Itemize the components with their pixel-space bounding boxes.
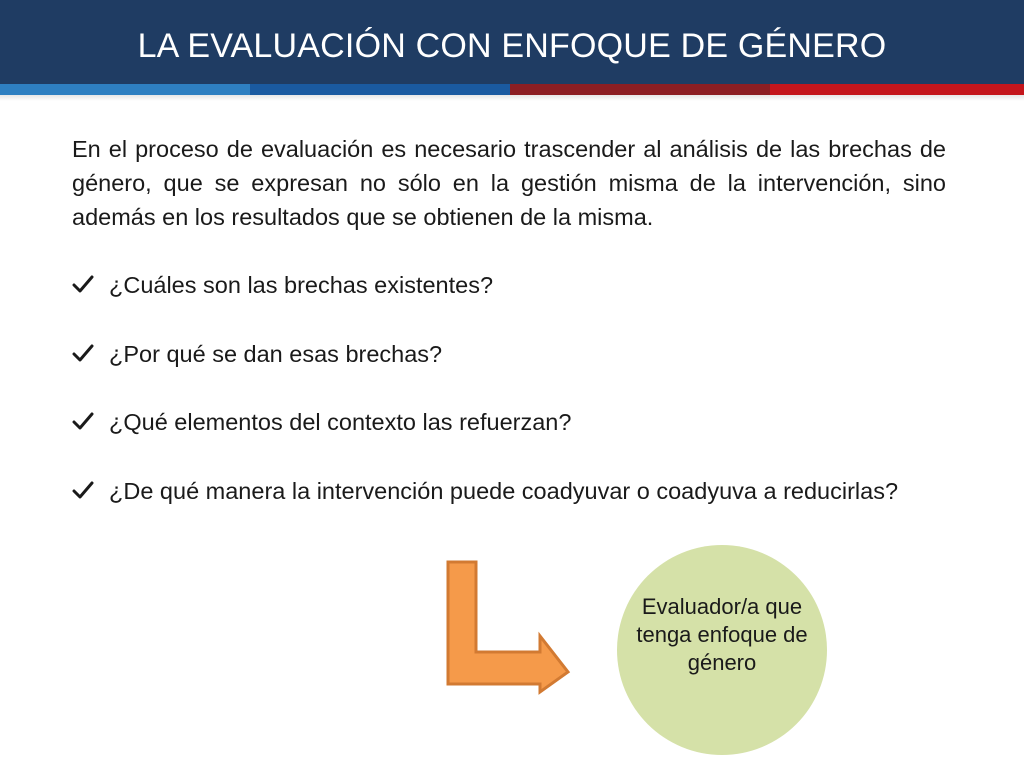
check-icon	[72, 274, 94, 294]
checklist-item	[72, 405, 946, 439]
intro-paragraph: En el proceso de evaluación es necesario trascender al análisis de las brechas de género, que se expresan no sólo en la gestión misma de la intervención, sino además en los resultados que se obtienen de la misma.	[72, 136, 946, 230]
checklist-item-text: ¿Cuáles son las brechas existentes?	[109, 272, 494, 298]
stripe-segment-blue	[250, 84, 510, 95]
check-icon	[72, 411, 94, 431]
stripe-segment-light-blue	[0, 84, 250, 95]
check-icon	[72, 343, 94, 363]
checklist-item-text: ¿Qué elementos del contexto las refuerzan?	[109, 409, 572, 435]
checklist-item-text: ¿Por qué se dan esas brechas?	[109, 341, 443, 367]
stripe-segment-red	[770, 84, 1024, 95]
stripe-shadow	[0, 95, 1024, 101]
checklist-item	[72, 474, 946, 508]
checklist-item	[72, 268, 946, 302]
checklist-item	[72, 337, 946, 371]
bent-arrow-icon	[440, 556, 576, 704]
evaluator-circle-label: Evaluador/a que tenga enfoque de género	[636, 594, 808, 675]
slide-title: LA EVALUACIÓN CON ENFOQUE DE GÉNERO	[137, 27, 887, 65]
check-icon	[72, 480, 94, 500]
checklist-item-text: ¿De qué manera la intervención puede coadyuvar o coadyuva a reducirlas?	[109, 478, 899, 504]
stripe-segment-dark-red	[510, 84, 770, 95]
